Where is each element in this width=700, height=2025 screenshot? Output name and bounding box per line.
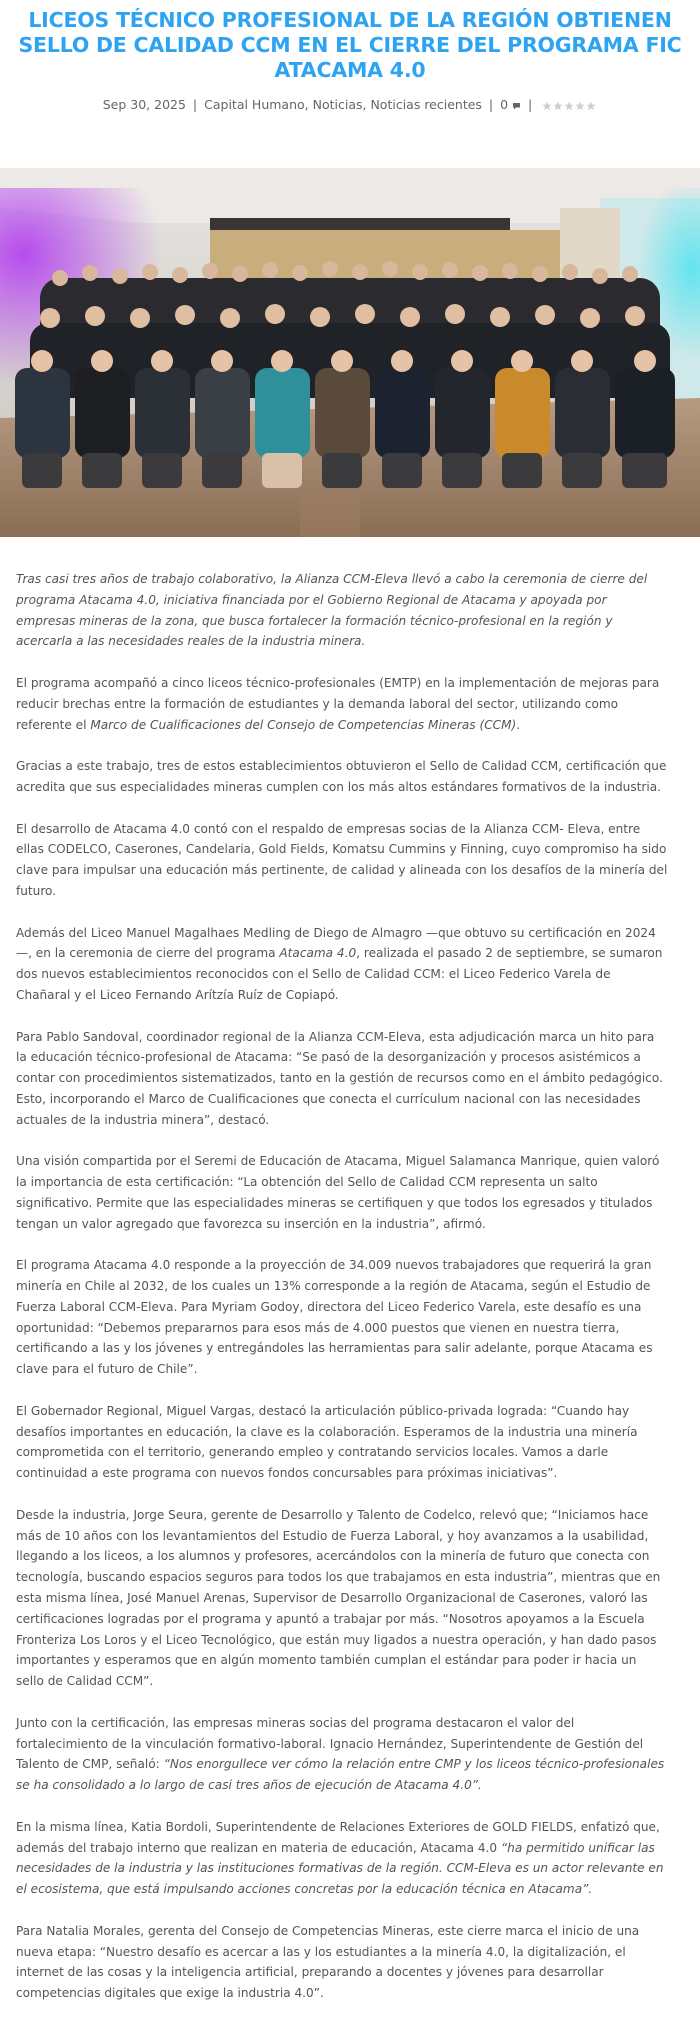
category-comma: , xyxy=(304,97,313,112)
star-icon[interactable] xyxy=(542,101,552,111)
italic-text: “Nos enorgullece ver cómo la relación entre CMP y los liceos técnico-profesionales se ha consolidado a lo largo de casi tres años de ejecución de Atacama 4.0”. xyxy=(16,1757,665,1793)
italic-text: “ha permitido unificar las necesidades de la industria y las instituciones formativas de la región. CCM-Eleva es un actor relevante en el ecosistema, que está impulsando acciones concretas por la educación técnica en Atacama”. xyxy=(16,1840,664,1897)
article-paragraph xyxy=(16,1401,668,1484)
article-paragraph xyxy=(16,1255,668,1380)
category-comma: , xyxy=(362,97,371,112)
star-icon[interactable] xyxy=(586,101,596,111)
meta-separator: | xyxy=(192,97,198,112)
meta-separator: | xyxy=(488,97,494,112)
paragraph-text: Gracias a este trabajo, tres de estos establecimientos obtuvieron el Sello de Calidad CCM, certificación que acredita que sus especialidades mineras cumplen con los más altos estándares formativos de la industria. xyxy=(16,759,667,794)
article-paragraph xyxy=(16,1151,668,1234)
italic-text: Tras casi tres años de trabajo colaborativo, la Alianza CCM-Eleva llevó a cabo la ceremonia de cierre del programa Atacama 4.0, iniciativa financiada por el Gobierno Regional de Atacama y apoyada por empresas mineras de la zona, que busca fortalecer la formación técnico-profesional en la región y acercarla a las necesidades reales de la industria minera. xyxy=(16,572,648,649)
article-body xyxy=(16,569,668,2025)
italic-text: Atacama 4.0 xyxy=(279,946,357,961)
italic-text: Marco de Cualificaciones del Consejo de Competencias Mineras (CCM) xyxy=(90,717,517,732)
category-link[interactable]: Capital Humano xyxy=(204,97,305,112)
star-icon[interactable] xyxy=(575,101,585,111)
paragraph-text: El programa acompañó a cinco liceos técnico-profesionales (EMTP) en la implementación de mejoras para reducir brechas entre la formación de estudiantes y la demanda laboral del sector, utilizando como referente el xyxy=(16,675,660,732)
rating-stars[interactable] xyxy=(542,96,597,116)
paragraph-text: Desde la industria, Jorge Seura, gerente de Desarrollo y Talento de Codelco, relevó que; “Iniciamos hace más de 10 años con los levantamientos del Estudio de Fuerza Laboral, y hoy avanzamos a la usabilidad, llegando a los liceos, a los alumnos y profesores, acercándolos con la minería de futuro que conecta con tecnología, buscando espacios seguros para todos los que trabajamos en esta industria”, mientras que en esta misma línea, José Manuel Arenas, Supervisor de Desarrollo Organizacional de Caserones, valoró las certificaciones logradas por el programa y apuntó a trabajar por más. “Nosotros apoyamos a la Escuela Fronteriza Los Loros y el Liceo Tecnológico, que están muy ligados a nuestra operación, y han dado pasos importantes y esperamos que en algún momento también cumplan el estándar para poder ir hacia un sello de Calidad CCM”. xyxy=(16,1507,661,1689)
post-meta xyxy=(0,95,700,115)
group-photo-image xyxy=(0,168,700,537)
star-icon[interactable] xyxy=(553,101,563,111)
article-paragraph xyxy=(16,756,668,798)
article-paragraph xyxy=(16,1817,668,1900)
category-link[interactable]: Noticias recientes xyxy=(370,97,482,112)
article-paragraph xyxy=(16,1713,668,1796)
paragraph-text: En la misma línea, Katia Bordoli, Superintendente de Relaciones Exteriores de GOLD FIELDS, enfatizó que, además del trabajo interno que realizan en materia de educación, Atacama 4.0 xyxy=(16,1819,660,1855)
paragraph-text: . xyxy=(516,717,521,732)
article-paragraph xyxy=(16,569,668,652)
paragraph-text: Junto con la certificación, las empresas mineras socias del programa destacaron el valor del fortalecimiento de la vinculación formativo-laboral. Ignacio Hernández, Superintendente de Gestión del Talento de CMP, señaló: xyxy=(16,1715,644,1772)
star-icon[interactable] xyxy=(564,101,574,111)
paragraph-text: Para Pablo Sandoval, coordinador regional de la Alianza CCM-Eleva, esta adjudicación marca un hito para la educación técnico-profesional de Atacama: “Se pasó de la desorganización y procesos asistémicos a contar con procedimientos sistematizados, tanto en la gestión de recursos como en el ámbito pedagógico. Esto, incorporando el Marco de Cualificaciones que conecta el currículum nacional con las necesidades actuales de la industria minera”, destacó. xyxy=(16,1029,663,1127)
article-paragraph xyxy=(16,1921,668,2004)
article-title: LICEOS TÉCNICO PROFESIONAL DE LA REGIÓN OBTIENEN SELLO DE CALIDAD CCM EN EL CIERRE DEL PROGRAMA FIC ATACAMA 4.0 xyxy=(18,8,682,82)
article-paragraph xyxy=(16,923,668,1006)
paragraph-text: Además del Liceo Manuel Magalhaes Medling de Diego de Almagro —que obtuvo su certificación en 2024—, en la ceremonia de cierre del programa xyxy=(16,925,656,961)
category-link[interactable]: Noticias xyxy=(312,97,363,112)
paragraph-text: El desarrollo de Atacama 4.0 contó con el respaldo de empresas socias de la Alianza CCM- Eleva, entre ellas CODELCO, Caserones, Candelaria, Gold Fields, Komatsu Cummins y Finning, cuyo compromiso ha sido clave para impulsar una educación más pertinente, de calidad y alineada con los desafíos de la minería del futuro. xyxy=(16,821,668,898)
meta-separator: | xyxy=(528,97,533,112)
paragraph-text: Para Natalia Morales, gerenta del Consejo de Competencias Mineras, este cierre marca el inicio de una nueva etapa: “Nuestro desafío es acercar a las y los estudiantes a la minería 4.0, la digitalización, el internet de las cosas y la inteligencia artificial, preparando a docentes y jóvenes para desarrollar competencias digitales que exige la industria 4.0”. xyxy=(16,1923,640,2001)
article-paragraph xyxy=(16,1505,668,1692)
article-paragraph xyxy=(16,673,668,735)
hero-photo xyxy=(0,168,700,537)
article xyxy=(0,8,700,115)
comments-link[interactable] xyxy=(500,97,521,112)
comments-count: 0 xyxy=(500,97,509,112)
comment-bubble-icon xyxy=(512,102,521,110)
paragraph-text: , realizada el pasado 2 de septiembre, se sumaron dos nuevos establecimientos reconocidos con el Sello de Calidad CCM: el Liceo Federico Varela de Chañaral y el Liceo Fernando Arítzía Ruíz de Copiapó. xyxy=(16,946,663,1002)
paragraph-text: Una visión compartida por el Seremi de Educación de Atacama, Miguel Salamanca Manrique, quien valoró la importancia de esta certificación: “La obtención del Sello de Calidad CCM representa un salto significativo. Permite que las especialidades mineras se certifiquen y que todos los egresados y titulados tengan un valor agregado que favorezca su inserción en la industria”, afirmó. xyxy=(16,1154,660,1231)
article-paragraph xyxy=(16,1027,668,1131)
paragraph-text: El programa Atacama 4.0 responde a la proyección de 34.009 nuevos trabajadores que requerirá la gran minería en Chile al 2032, de los cuales un 13% corresponde a la región de Atacama, según el Estudio de Fuerza Laboral CCM-Eleva. Para Myriam Godoy, directora del Liceo Federico Varela, este desafío es una oportunidad: “Debemos prepararnos para esos más de 4.000 puestos que vienen en nuestra tierra, certificando a las y los jóvenes y entregándoles las herramientas para salir adelante, porque Atacama es clave para el futuro de Chile”. xyxy=(16,1258,653,1377)
post-date: Sep 30, 2025 xyxy=(102,97,186,112)
article-paragraph xyxy=(16,819,668,902)
paragraph-text: El Gobernador Regional, Miguel Vargas, destacó la articulación público-privada lograda: “Cuando hay desafíos importantes en educación, la clave es la colaboración. Esperamos de la industria una minería comprometida con el territorio, generando empleo y contratando servicios locales. Vamos a darle continuidad a este programa con nuevos fondos concursables para próximas iniciativas”. xyxy=(16,1403,638,1481)
